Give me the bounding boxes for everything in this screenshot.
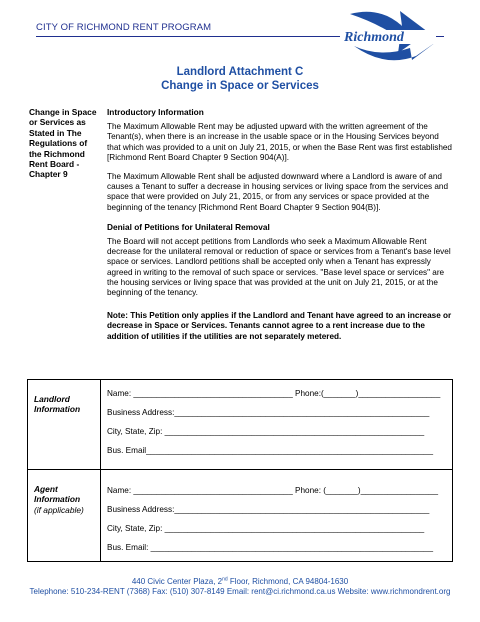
intro-heading: Introductory Information — [107, 107, 204, 117]
city-of-richmond-logo — [340, 6, 440, 64]
box-divider — [100, 470, 101, 561]
svg-text:Richmond: Richmond — [344, 30, 404, 45]
landlord-information-label: Landlord Information — [34, 394, 81, 415]
agent-name-phone-field[interactable]: Name: ___________________________________ Phone: (_______)_________________ — [107, 486, 438, 495]
box-divider — [100, 380, 101, 469]
landlord-business-address-field[interactable]: Business Address:________________________________________________________ — [107, 408, 430, 417]
agent-city-state-zip-field[interactable]: City, State, Zip: _________________________________________________________ — [107, 524, 425, 533]
agent-label-subtext: (if applicable) — [34, 504, 84, 515]
footer-contact: Telephone: 510-234-RENT (7368) Fax: (510) 307-8149 Email: rent@ci.richmond.ca.us Website: www.richmondrent.org — [29, 587, 451, 596]
sidebar-heading: Change in Space or Services as Stated in The Regulations of the Richmond Rent Board - Chapter 9 — [29, 107, 97, 180]
organization-name: CITY OF RICHMOND RENT PROGRAM — [36, 22, 212, 33]
footer-address-street: 440 Civic Center Plaza, 2 — [131, 577, 223, 586]
agent-email-field[interactable]: Bus. Email: ______________________________________________________________ — [107, 543, 433, 552]
landlord-email-field[interactable]: Bus. Email_______________________________________________________________ — [107, 446, 434, 455]
agent-information-label — [34, 484, 100, 515]
landlord-city-state-zip-field[interactable]: City, State, Zip: _________________________________________________________ — [107, 427, 425, 436]
petition-note: Note: This Petition only applies if the Landlord and Tenant have agreed to an increase or decrease in Space or Services. Tenants cannot agree to a rent increase due to the addition of utilities if the utilities are not separately metered. — [107, 311, 452, 341]
denial-heading: Denial of Petitions for Unilateral Removal — [107, 221, 270, 232]
denial-paragraph: The Board will not accept petitions from Landlords who seek a Maximum Allowable Rent decrease for the unilateral removal or reduction of space or services from a Tenant's base level space or services. Landlord petitions shall be accepted only when a Tenant has expressly agreed in writing to the removal of such space or services. "Base level space or services" are the housing services or living space that was provided at the unit on July 21, 2015, or at the beginning of the tenancy. — [107, 237, 451, 298]
main-content — [107, 107, 452, 351]
landlord-information-box — [27, 379, 453, 470]
landlord-name-phone-field[interactable]: Name: ___________________________________ Phone:(_______)__________________ — [107, 389, 441, 398]
agent-information-box — [27, 469, 453, 562]
agent-label-text: Agent Information — [34, 484, 81, 505]
intro-paragraph-1: The Maximum Allowable Rent may be adjusted upward with the written agreement of the Tenant(s), when there is an increase in the usable space or in the Housing Services beyond that which was provided to a unit on July 21, 2015, or when the Base Rent was first established [Richmond Rent Board Chapter 9 Section 904(A)]. — [107, 122, 452, 162]
document-subtitle: Change in Space or Services — [161, 80, 319, 92]
agent-business-address-field[interactable]: Business Address:________________________________________________________ — [107, 505, 430, 514]
svg-text:City of: City of — [398, 25, 413, 30]
footer-address-city: Floor, Richmond, CA 94804-1630 — [227, 577, 349, 586]
document-title: Landlord Attachment C — [176, 66, 304, 78]
intro-paragraph-2: The Maximum Allowable Rent shall be adjusted downward where a Landlord is aware of and causes a Tenant to suffer a decrease in housing services or living space from the services and space that were provided on July 21, 2015, or from any services or space provided at the beginning of the tenancy [Richmond Rent Board Chapter 9 Section 904(B)]. — [107, 172, 449, 212]
footer-address-sup: nd — [222, 576, 228, 583]
footer-address — [0, 577, 480, 586]
